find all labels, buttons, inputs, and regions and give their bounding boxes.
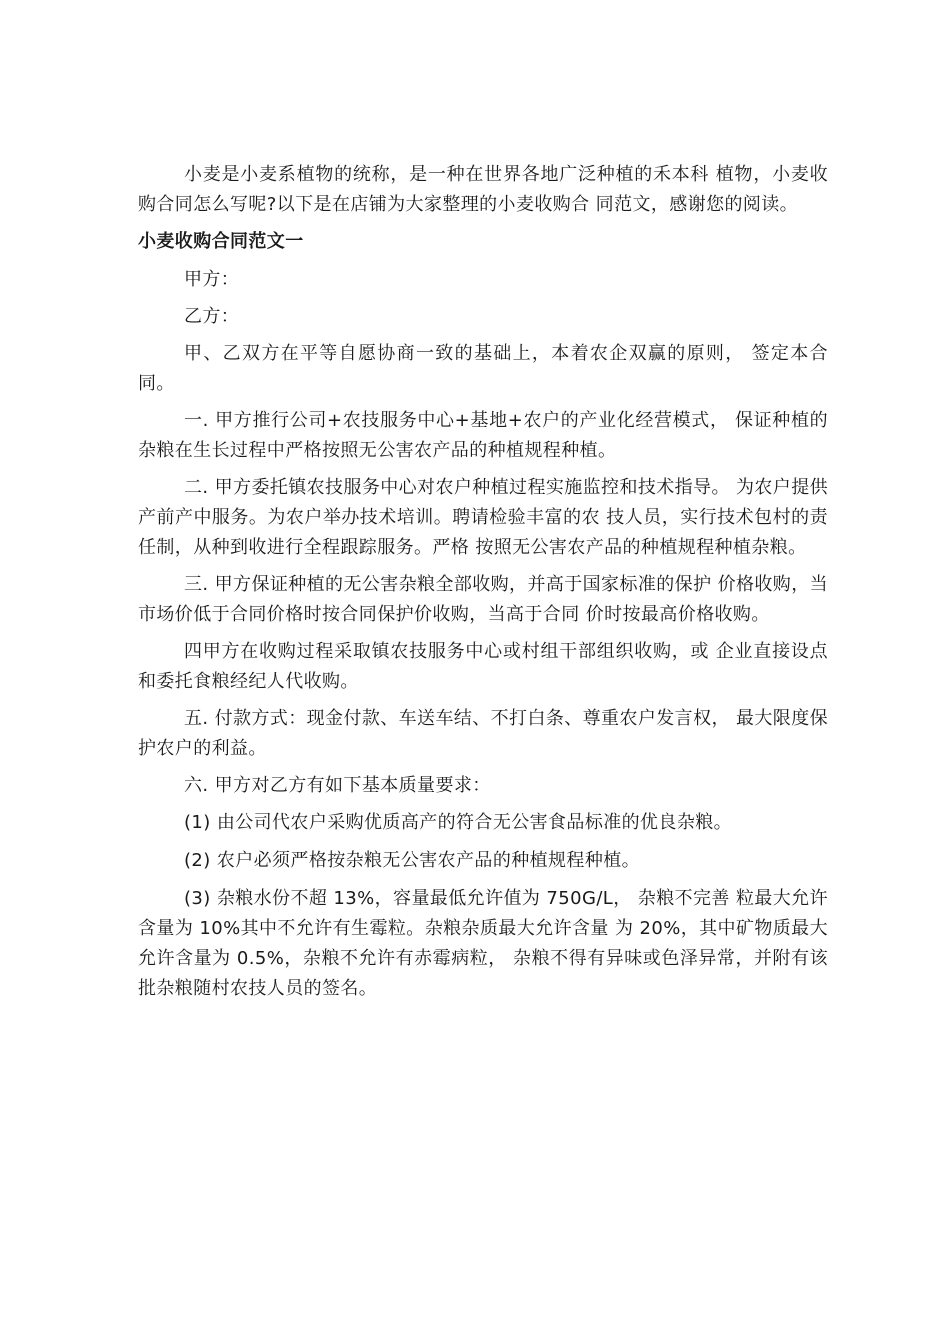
clause-4: 四甲方在收购过程采取镇农技服务中心或村组干部组织收购，或 企业直接设点和委托食粮经纪人代收购。	[138, 641, 828, 692]
clause-5: 五. 付款方式：现金付款、车送车结、不打白条、尊重农户发言权， 最大限度保护农户的利益。	[138, 708, 828, 759]
preamble-paragraph: 甲、乙双方在平等自愿协商一致的基础上，本着农企双赢的原则， 签定本合同。	[138, 343, 828, 394]
intro-paragraph: 小麦是小麦系植物的统称，是一种在世界各地广泛种植的禾本科 植物，小麦收购合同怎么写呢?以下是在店铺为大家整理的小麦收购合 同范文，感谢您的阅读。	[138, 164, 828, 215]
clause-2: 二. 甲方委托镇农技服务中心对农户种植过程实施监控和技术指导。 为农户提供产前产中服务。为农户举办技术培训。聘请检验丰富的农 技人员，实行技术包村的责任制，从种到收进行全程跟踪服务。严格 按照无公害农产品的种植规程种植杂粮。	[138, 477, 828, 558]
party-a-line: 甲方：	[184, 269, 240, 290]
clause-3: 三. 甲方保证种植的无公害杂粮全部收购，并高于国家标准的保护 价格收购，当市场价低于合同价格时按合同保护价收购，当高于合同 价时按最高价格收购。	[138, 574, 828, 625]
party-b-line: 乙方：	[184, 306, 240, 327]
requirement-3: (3) 杂粮水份不超 13%，容量最低允许值为 750G/L， 杂粮不完善 粒最大允许含量为 10%其中不允许有生霉粒。杂粮杂质最大允许含量 为 20%，其中矿物质最大允许含量为 0.5%，杂粮不允许有赤霉病粒， 杂粮不得有异味或色泽异常，并附有该批杂粮随村农技人员的签名。	[138, 888, 828, 999]
clause-6: 六. 甲方对乙方有如下基本质量要求：	[184, 775, 491, 796]
requirement-2: (2) 农户必须严格按杂粮无公害农产品的种植规程种植。	[184, 850, 641, 871]
requirement-1: (1) 由公司代农户采购优质高产的符合无公害食品标准的优良杂粮。	[184, 812, 733, 833]
clause-1: 一. 甲方推行公司+农技服务中心+基地+农户的产业化经营模式， 保证种植的杂粮在生长过程中严格按照无公害农产品的种植规程种植。	[138, 410, 828, 461]
document-page	[138, 160, 828, 1012]
section-heading: 小麦收购合同范文一	[138, 231, 304, 252]
